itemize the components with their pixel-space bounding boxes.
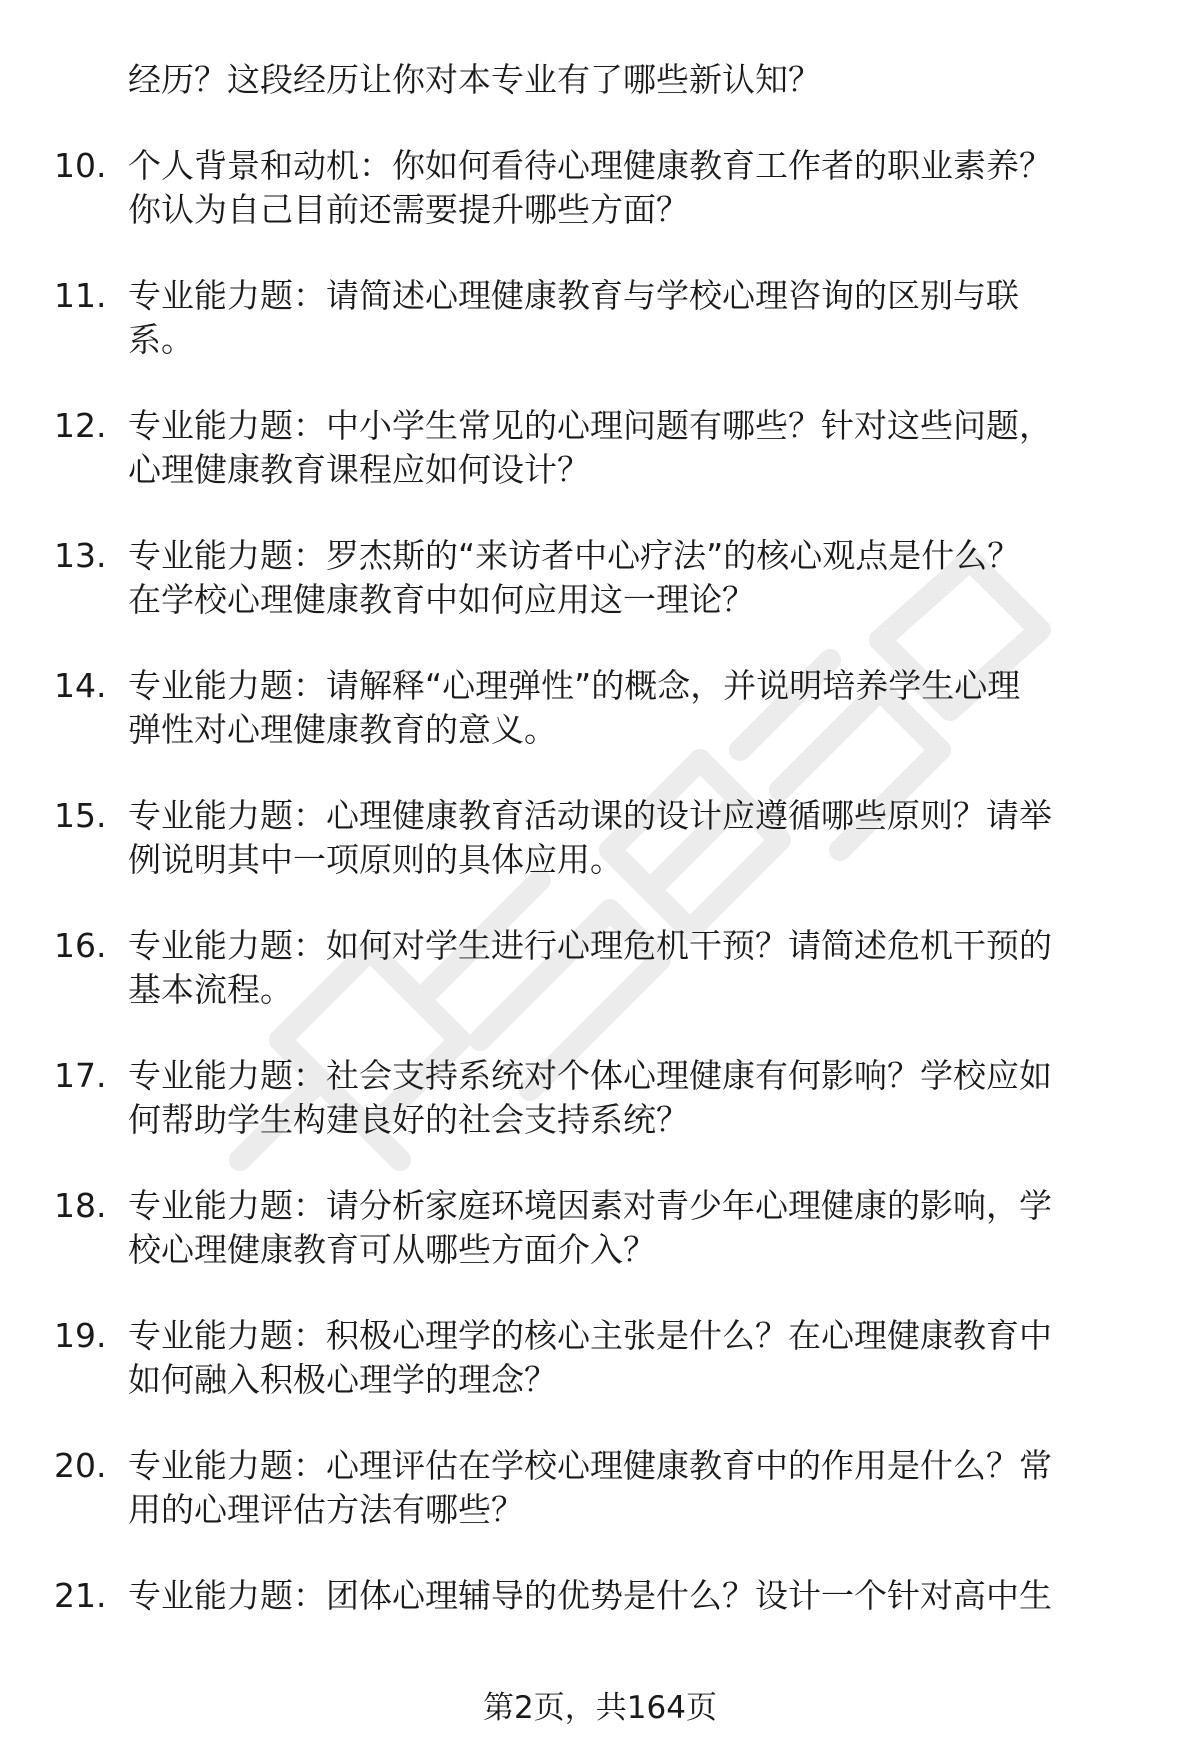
question-text-line: 专业能力题：如何对学生进行心理危机干预？请简述危机干预的 (128, 926, 1052, 965)
question-text-line: 用的心理评估方法有哪些？ (128, 1490, 524, 1529)
question-number: 18. (54, 1186, 107, 1225)
content-area (0, 58, 1200, 1618)
page-indicator: 第2页，共164页 (483, 1690, 717, 1726)
question-text-line: 专业能力题：积极心理学的核心主张是什么？在心理健康教育中 (128, 1316, 1052, 1355)
question-text-line: 专业能力题：请解释“心理弹性”的概念，并说明培养学生心理 (128, 666, 1021, 705)
question-text-line: 校心理健康教育可从哪些方面介入？ (128, 1230, 656, 1269)
question-list (0, 144, 1200, 1618)
list-item (0, 404, 1200, 492)
question-number: 13. (54, 536, 107, 575)
question-number: 17. (54, 1056, 107, 1095)
list-item (0, 534, 1200, 622)
question-text-line: 何帮助学生构建良好的社会支持系统？ (128, 1100, 689, 1139)
question-text-line: 在学校心理健康教育中如何应用这一理论？ (128, 580, 755, 619)
list-item (0, 664, 1200, 752)
list-item (0, 274, 1200, 362)
question-text-line: 个人背景和动机：你如何看待心理健康教育工作者的职业素养？ (128, 146, 1052, 185)
question-text-line: 弹性对心理健康教育的意义。 (128, 710, 557, 749)
question-text-line: 专业能力题：团体心理辅导的优势是什么？设计一个针对高中生 (128, 1576, 1052, 1615)
question-text-line: 专业能力题：请分析家庭环境因素对青少年心理健康的影响，学 (128, 1186, 1052, 1225)
list-item (0, 794, 1200, 882)
question-text-line: 心理健康教育课程应如何设计？ (128, 450, 590, 489)
list-item (0, 1184, 1200, 1272)
list-item (0, 924, 1200, 1012)
list-item (0, 1054, 1200, 1142)
question-number: 19. (54, 1316, 107, 1355)
question-number: 10. (54, 146, 107, 185)
question-text-line: 专业能力题：社会支持系统对个体心理健康有何影响？学校应如 (128, 1056, 1052, 1095)
question-text-line: 例说明其中一项原则的具体应用。 (128, 840, 623, 879)
question-number: 15. (54, 796, 107, 835)
question-text-line: 基本流程。 (128, 970, 293, 1009)
list-item (0, 1574, 1200, 1618)
list-item (0, 1444, 1200, 1532)
list-item (0, 1314, 1200, 1402)
question-text-line: 你认为自己目前还需要提升哪些方面？ (128, 190, 689, 229)
list-item (0, 144, 1200, 232)
question-text-line: 如何融入积极心理学的理念？ (128, 1360, 557, 1399)
question-text-line: 专业能力题：心理评估在学校心理健康教育中的作用是什么？常 (128, 1446, 1052, 1485)
question-number: 16. (54, 926, 107, 965)
question-number: 11. (54, 276, 107, 315)
question-number: 21. (54, 1576, 107, 1615)
question-number: 20. (54, 1446, 107, 1485)
question-text-line: 专业能力题：罗杰斯的“来访者中心疗法”的核心观点是什么？ (128, 536, 1021, 575)
question-text-line: 专业能力题：心理健康教育活动课的设计应遵循哪些原则？请举 (128, 796, 1052, 835)
question-text-line: 系。 (128, 320, 194, 359)
continuation-text: 经历？这段经历让你对本专业有了哪些新认知？ (128, 60, 821, 99)
question-number: 12. (54, 406, 107, 445)
question-text-line: 专业能力题：请简述心理健康教育与学校心理咨询的区别与联 (128, 276, 1019, 315)
question-text-line: 专业能力题：中小学生常见的心理问题有哪些？针对这些问题， (128, 406, 1052, 445)
question-number: 14. (54, 666, 107, 705)
